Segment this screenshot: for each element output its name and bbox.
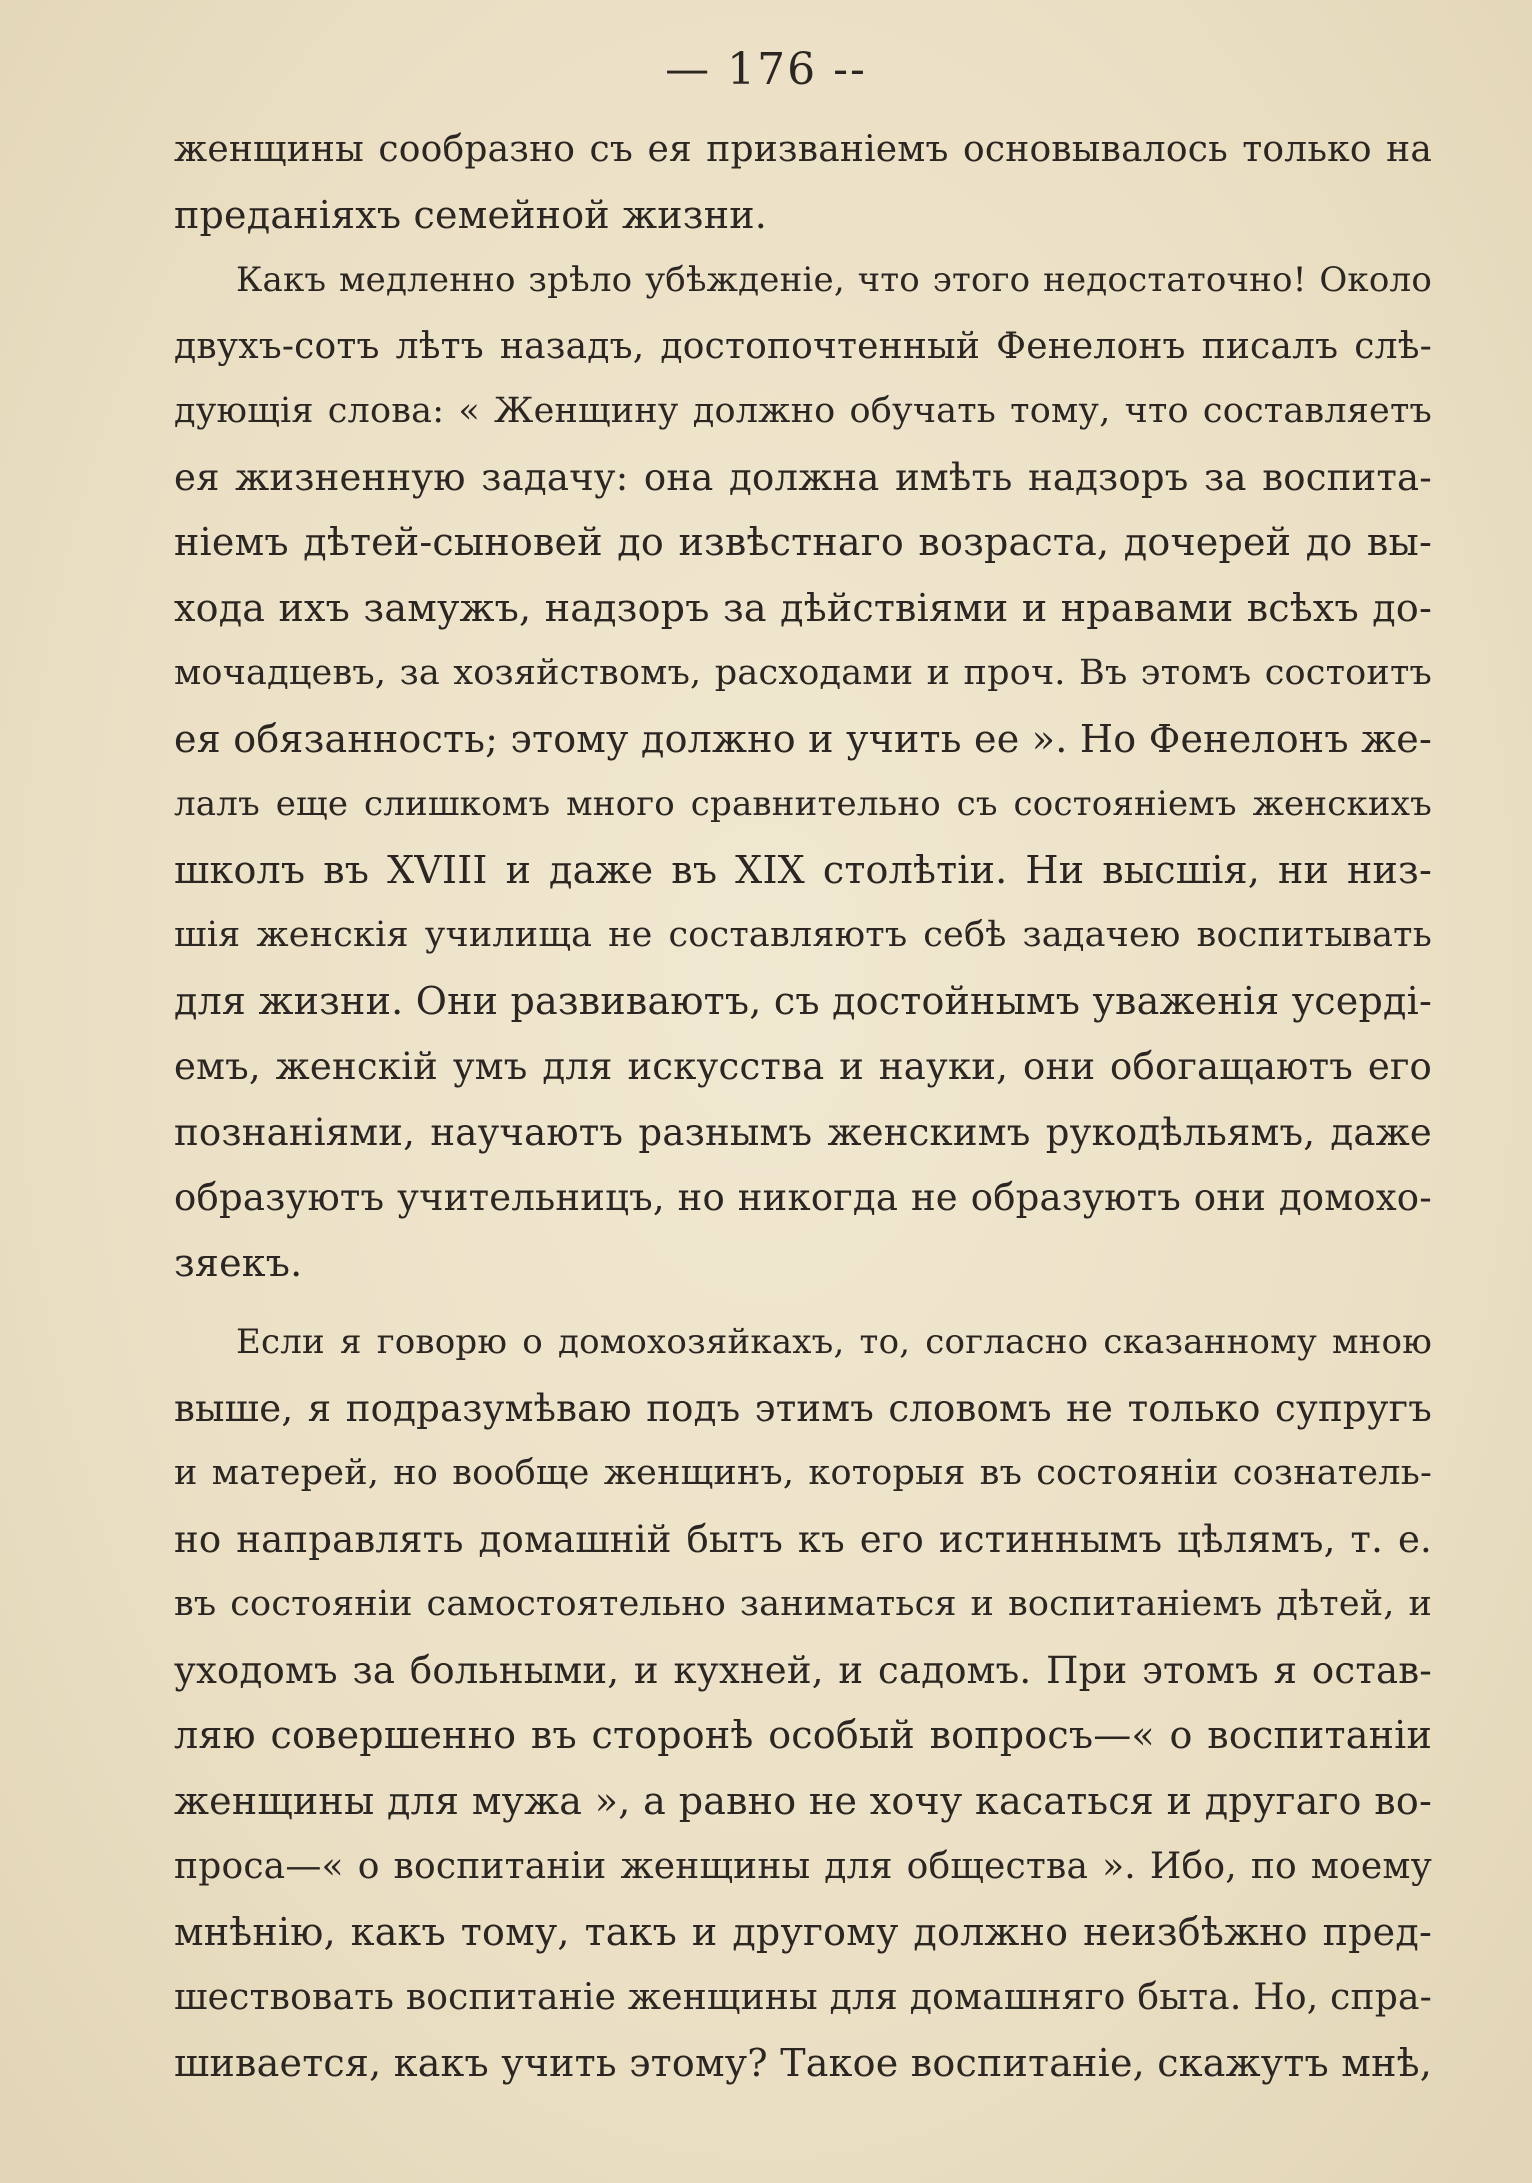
- text-line: шивается, какъ учить этому? Такое воспитаніе, скажутъ мнѣ,: [174, 2040, 1432, 2085]
- text-line: емъ, женскій умъ для искусства и науки, они обогащаютъ его: [174, 1045, 1432, 1088]
- text-line: образуютъ учительницъ, но никогда не образуютъ они домохо-: [174, 1176, 1432, 1219]
- text-line: въ состояніи самостоятельно заниматься и воспитаніемъ дѣтей, и: [174, 1584, 1432, 1624]
- text-line: Если я говорю о домохозяйкахъ, то, согласно сказанному мною: [236, 1322, 1432, 1362]
- paragraph: [174, 117, 1432, 248]
- text-line: мочадцевъ, за хозяйствомъ, расходами и проч. Въ этомъ состоитъ: [174, 653, 1432, 693]
- text-line: женщины сообразно съ ея призваніемъ основывалось только на: [174, 129, 1432, 170]
- text-line: дующія слова: « Женщину должно обучать тому, что составляетъ: [174, 391, 1432, 431]
- text-line: двухъ-сотъ лѣтъ назадъ, достопочтенный Фенелонъ писалъ слѣ-: [174, 325, 1432, 367]
- text-line: Какъ медленно зрѣло убѣжденіе, что этого недостаточно! Около: [236, 260, 1432, 300]
- text-line: зяекъ.: [174, 1240, 303, 1285]
- text-line: познаніями, научаютъ разнымъ женскимъ рукодѣльямъ, даже: [174, 1110, 1432, 1154]
- text-line: ея жизненную задачу: она должна имѣть надзоръ за воспита-: [174, 455, 1432, 499]
- text-line: для жизни. Они развиваютъ, съ достойнымъ уваженія усерді-: [174, 978, 1432, 1023]
- text-line: школъ въ XVIII и даже въ XIX столѣтіи. Ни высшія, ни низ-: [174, 847, 1432, 892]
- text-line: хода ихъ замужъ, надзоръ за дѣйствіями и нравами всѣхъ до-: [174, 585, 1432, 630]
- text-line: выше, я подразумѣваю подъ этимъ словомъ не только супругъ: [174, 1386, 1432, 1430]
- text-line: ляю совершенно въ сторонѣ особый вопросъ—« о воспитаніи: [174, 1713, 1432, 1757]
- text-line: мнѣнію, какъ тому, такъ и другому должно неизбѣжно пред-: [174, 1909, 1432, 1954]
- text-line: проса—« о воспитаніи женщины для общества ». Ибо, по моему: [174, 1846, 1432, 1887]
- text-line: ея обязанность; этому должно и учить ее ». Но Фенелонъ же-: [174, 716, 1432, 761]
- page-number: — 176 --: [665, 44, 867, 95]
- paragraph-gap: [174, 1296, 1432, 1310]
- text-line: шія женскія училища не составляютъ себѣ задачею воспитывать: [174, 915, 1432, 955]
- text-line: женщины для мужа », а равно не хочу касаться и другаго во-: [174, 1778, 1432, 1823]
- text-line: шествовать воспитаніе женщины для домашняго быта. Но, спра-: [174, 1977, 1432, 2018]
- text-line: ніемъ дѣтей-сыновей до извѣстнаго возраста, дочерей до вы-: [174, 520, 1432, 564]
- text-line: лалъ еще слишкомъ много сравнительно съ состояніемъ женскихъ: [174, 784, 1432, 824]
- text-line: и матерей, но вообще женщинъ, которыя въ состояніи сознатель-: [174, 1453, 1432, 1493]
- text-line: уходомъ за больными, и кухней, и садомъ. При этомъ я остав-: [174, 1648, 1432, 1692]
- text-line: но направлять домашній бытъ къ его истиннымъ цѣлямъ, т. е.: [174, 1517, 1432, 1561]
- text-line: преданіяхъ семейной жизни.: [174, 192, 768, 237]
- paragraph: [174, 248, 1432, 1296]
- paragraph: [174, 1310, 1432, 2096]
- page-text: [174, 117, 1432, 2096]
